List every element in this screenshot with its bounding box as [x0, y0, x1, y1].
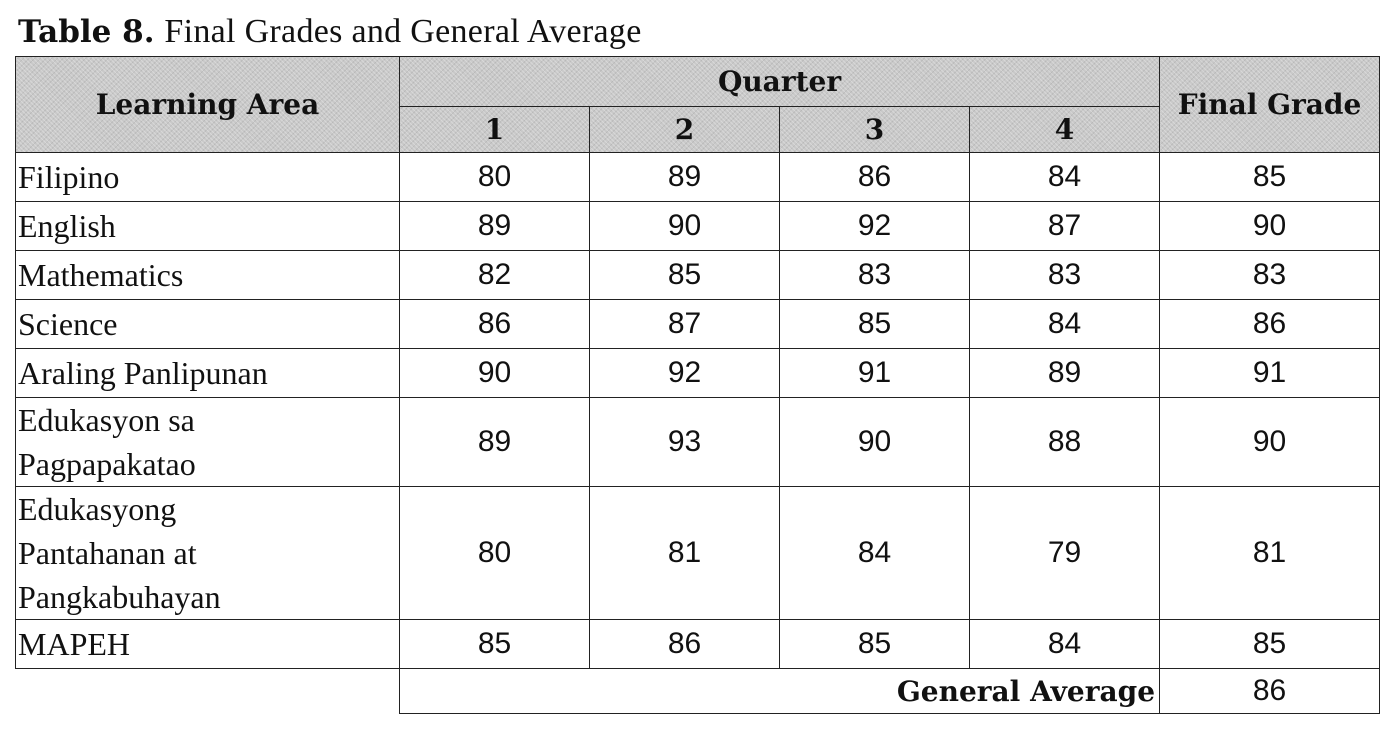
final-grade-cell: 91 — [1160, 349, 1380, 398]
learning-area-line: Pangkabuhayan — [18, 579, 221, 615]
caption-label: Table 8. — [18, 14, 155, 50]
table-row — [16, 153, 1380, 202]
final-grade-cell: 90 — [1160, 398, 1380, 487]
general-average-label: General Average — [400, 669, 1160, 714]
header-quarter-1: 1 — [400, 107, 590, 153]
header-quarter-4: 4 — [970, 107, 1160, 153]
quarter-3-grade: 85 — [780, 300, 970, 349]
quarter-3-grade: 84 — [780, 487, 970, 620]
quarter-3-grade: 86 — [780, 153, 970, 202]
table-caption — [18, 14, 642, 50]
header-quarter-3: 3 — [780, 107, 970, 153]
final-grade-cell: 86 — [1160, 300, 1380, 349]
learning-area-line: Pagpapakatao — [18, 446, 196, 482]
blank-cell — [16, 669, 400, 714]
general-average-row — [16, 669, 1380, 714]
table-row — [16, 251, 1380, 300]
final-grade-cell: 90 — [1160, 202, 1380, 251]
learning-area-line: Edukasyon sa — [18, 402, 195, 438]
quarter-2-grade: 86 — [590, 620, 780, 669]
learning-area-cell: Science — [16, 300, 400, 349]
table-row — [16, 398, 1380, 487]
quarter-3-grade: 92 — [780, 202, 970, 251]
table-row — [16, 202, 1380, 251]
quarter-4-grade: 84 — [970, 153, 1160, 202]
quarter-4-grade: 89 — [970, 349, 1160, 398]
quarter-2-grade: 90 — [590, 202, 780, 251]
header-quarter-2: 2 — [590, 107, 780, 153]
quarter-1-grade: 80 — [400, 487, 590, 620]
quarter-4-grade: 79 — [970, 487, 1160, 620]
quarter-3-grade: 85 — [780, 620, 970, 669]
quarter-1-grade: 90 — [400, 349, 590, 398]
learning-area-cell: Araling Panlipunan — [16, 349, 400, 398]
learning-area-cell — [16, 398, 400, 487]
general-average-value: 86 — [1160, 669, 1380, 714]
learning-area-cell — [16, 487, 400, 620]
learning-area-line: Edukasyong — [18, 491, 177, 527]
learning-area-cell: Mathematics — [16, 251, 400, 300]
quarter-3-grade: 91 — [780, 349, 970, 398]
final-grade-cell: 85 — [1160, 153, 1380, 202]
learning-area-cell: MAPEH — [16, 620, 400, 669]
quarter-4-grade: 83 — [970, 251, 1160, 300]
quarter-2-grade: 92 — [590, 349, 780, 398]
table-row — [16, 349, 1380, 398]
quarter-1-grade: 86 — [400, 300, 590, 349]
final-grade-cell: 83 — [1160, 251, 1380, 300]
header-final-grade: Final Grade — [1160, 57, 1380, 153]
learning-area-cell: English — [16, 202, 400, 251]
header-row-top — [16, 57, 1380, 107]
table-row — [16, 300, 1380, 349]
quarter-2-grade: 87 — [590, 300, 780, 349]
quarter-1-grade: 80 — [400, 153, 590, 202]
quarter-1-grade: 82 — [400, 251, 590, 300]
quarter-2-grade: 93 — [590, 398, 780, 487]
grades-table — [15, 56, 1380, 714]
quarter-3-grade: 83 — [780, 251, 970, 300]
caption-text: Final Grades and General Average — [164, 13, 642, 50]
learning-area-line: Pantahanan at — [18, 535, 197, 571]
final-grade-cell: 81 — [1160, 487, 1380, 620]
quarter-4-grade: 87 — [970, 202, 1160, 251]
quarter-2-grade: 81 — [590, 487, 780, 620]
quarter-2-grade: 85 — [590, 251, 780, 300]
learning-area-cell: Filipino — [16, 153, 400, 202]
table-row — [16, 620, 1380, 669]
table-row — [16, 487, 1380, 620]
quarter-3-grade: 90 — [780, 398, 970, 487]
header-learning-area: Learning Area — [16, 57, 400, 153]
quarter-2-grade: 89 — [590, 153, 780, 202]
quarter-1-grade: 89 — [400, 398, 590, 487]
header-quarter: Quarter — [400, 57, 1160, 107]
quarter-4-grade: 88 — [970, 398, 1160, 487]
quarter-1-grade: 89 — [400, 202, 590, 251]
quarter-4-grade: 84 — [970, 300, 1160, 349]
quarter-4-grade: 84 — [970, 620, 1160, 669]
final-grade-cell: 85 — [1160, 620, 1380, 669]
quarter-1-grade: 85 — [400, 620, 590, 669]
